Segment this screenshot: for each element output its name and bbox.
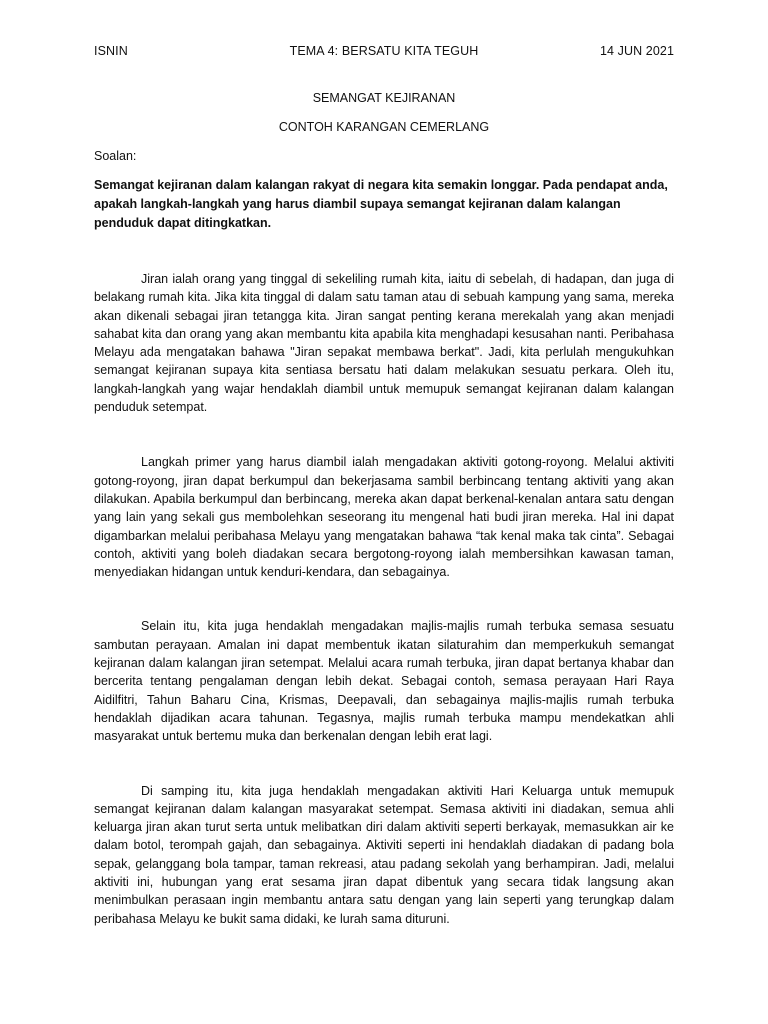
question-text: Semangat kejiranan dalam kalangan rakyat di negara kita semakin longgar. Pada pendapat anda, apakah langkah-langkah yang harus diambil supaya semangat kejiranan dalam kalangan penduduk dapat ditingkatkan. [94,178,668,230]
question-label: Soalan: [94,149,137,163]
document-title: SEMANGAT KEJIRANAN [312,91,456,105]
header-date: 14 JUN 2021 [599,44,674,58]
page-header [94,44,674,64]
essay-paragraph-point-1: Langkah primer yang harus diambil ialah mengadakan aktiviti gotong-royong. Melalui aktiviti gotong-royong, jiran dapat berkumpul dan bekerjasama sambil berbincang tentang aktiviti yang akan dilakukan. Apabila berkumpul dan berbincang, mereka akan dapat berkenal-kenalan antara satu dengan yang lain yang sekali gus membolehkan seseorang itu mengenal hati budi jiran mereka. Hal ini dapat digambarkan melalui peribahasa Melayu yang mengatakan bahawa “tak kenal maka tak cinta”. Sebagai contoh, aktiviti yang boleh diadakan secara bergotong-royong ialah membersihkan kawasan taman, menyediakan hidangan untuk kenduri-kendara, dan sebagainya. [94,455,674,580]
document-subtitle: CONTOH KARANGAN CEMERLANG [278,120,490,134]
title-block [94,90,674,135]
header-theme: TEMA 4: BERSATU KITA TEGUH [289,44,479,58]
essay-paragraph-introduction: Jiran ialah orang yang tinggal di sekeliling rumah kita, iaitu di sebelah, di hadapan, dan juga di belakang rumah kita. Jika kita tinggal di dalam satu taman atau di sebuah kampung yang sama, mereka akan dikenali sebagai jiran tetangga kita. Jiran sangat penting kerana merekalah yang akan menjadi sahabat kita dan orang yang akan membantu kita apabila kita menghadapi kesusahan nanti. Peribahasa Melayu ada mengatakan bahawa "Jiran sepakat membawa berkat". Jadi, kita perlulah mengukuhkan semangat kejiranan supaya kita sentiasa bersatu hati dalam melakukan sesuatu perkara. Oleh itu, langkah-langkah yang wajar hendaklah diambil untuk memupuk semangat kejiranan dalam kalangan penduduk setempat. [94,272,674,415]
essay-paragraph-point-2: Selain itu, kita juga hendaklah mengadakan majlis-majlis rumah terbuka semasa sesuatu sambutan perayaan. Amalan ini dapat membentuk ikatan silaturahim dan memperkukuh semangat kejiranan dalam kalangan jiran setempat. Melalui acara rumah terbuka, jiran dapat bertanya khabar dan bercerita tentang pengalaman dengan lebih dekat. Sebagai contoh, semasa perayaan Hari Raya Aidilfitri, Tahun Baharu Cina, Krismas, Deepavali, dan sebagainya majlis-majlis rumah terbuka hendaklah dijadikan acara tahunan. Tegasnya, majlis rumah terbuka mampu mendekatkan ahli masyarakat untuk bertemu muka dan berkenalan dengan lebih erat lagi. [94,619,674,744]
header-day: ISNIN [94,44,128,58]
essay-paragraph-point-3: Di samping itu, kita juga hendaklah mengadakan aktiviti Hari Keluarga untuk memupuk semangat kejiranan dalam kalangan masyarakat setempat. Semasa aktiviti ini diadakan, semua ahli keluarga jiran akan turut serta untuk melibatkan diri dalam aktiviti seperti berkayak, memasukkan air ke dalam botol, terompah gajah, dan sebagainya. Aktiviti seperti ini hendaklah diadakan di padang bola sepak, gelanggang bola tampar, taman rekreasi, atau padang sekolah yang berhampiran. Jadi, melalui aktiviti ini, hubungan yang erat sesama jiran dapat dibentuk yang secara tidak langsung akan menimbulkan perasaan ingin membantu antara satu dengan yang lain seperti yang terungkap dalam peribahasa Melayu ke bukit sama didaki, ke lurah sama dituruni. [94,783,674,926]
